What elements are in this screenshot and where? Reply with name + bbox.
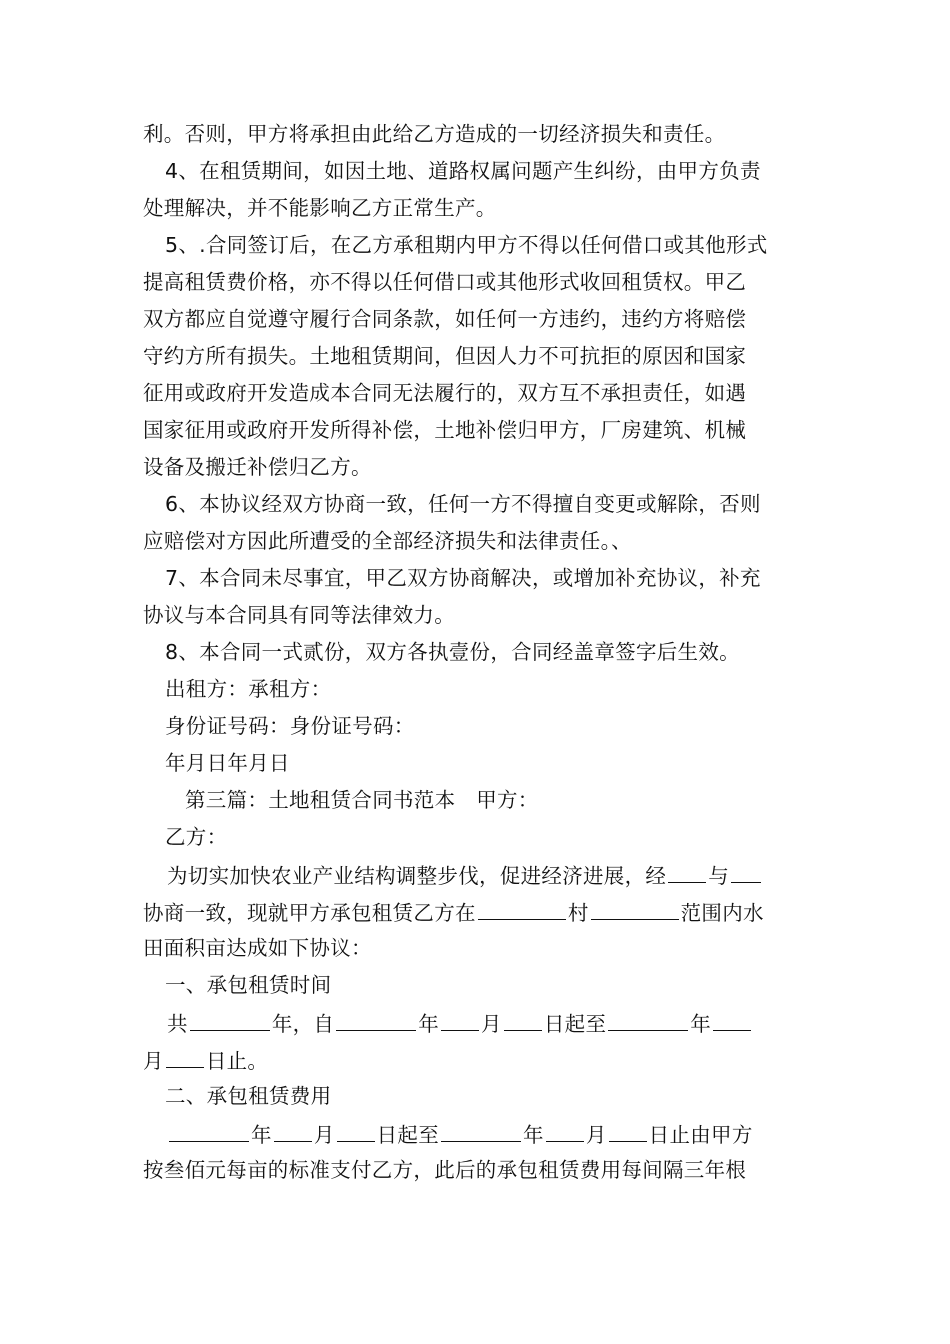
section-title: 第三篇：土地租赁合同书范本 甲方：	[185, 788, 539, 812]
intro-text: 与	[708, 864, 730, 888]
section-text: 日止由甲方	[648, 1123, 753, 1147]
section-2-line-1	[143, 1115, 813, 1152]
clause-7: 7、本合同未尽事宜，甲乙双方协商解决，或增加补充协议，补充	[165, 566, 761, 590]
intro-text: 协商一致，现就甲方承包租赁乙方在	[143, 901, 476, 925]
section-2-heading: 二、承包租赁费用	[165, 1084, 332, 1108]
blank-underline	[731, 856, 761, 883]
section-text: 年	[690, 1012, 712, 1036]
signature-id-numbers: 身份证号码：身份证号码：	[165, 714, 415, 738]
intro-line-1	[143, 856, 813, 893]
section-1-heading: 一、承包租赁时间	[165, 973, 332, 997]
paragraph-line: 双方都应自觉遵守履行合同条款，如任何一方违约，违约方将赔偿	[143, 307, 747, 331]
section-1-line-2	[143, 1041, 813, 1078]
party-b-label: 乙方：	[165, 825, 228, 849]
section-text: 月	[313, 1123, 335, 1147]
paragraph-line: 应赔偿对方因此所遭受的全部经济损失和法律责任。、	[143, 529, 632, 553]
blank-underline	[609, 1115, 647, 1142]
intro-line-2	[143, 893, 813, 930]
paragraph-line: 处理解决，并不能影响乙方正常生产。	[143, 196, 497, 220]
blank-underline	[504, 1004, 542, 1031]
clause-6: 6、本协议经双方协商一致，任何一方不得擅自变更或解除，否则	[165, 492, 761, 516]
clause-4: 4、在租赁期间，如因土地、道路权属问题产生纠纷，由甲方负责	[165, 159, 761, 183]
section-text: 月	[585, 1123, 607, 1147]
blank-underline	[190, 1004, 270, 1031]
clause-5: 5、.合同签订后，在乙方承租期内甲方不得以任何借口或其他形式	[165, 233, 768, 257]
section-text: 年，自	[271, 1012, 335, 1036]
paragraph-line: 利。否则，甲方将承担由此给乙方造成的一切经济损失和责任。	[143, 122, 726, 146]
intro-text: 村	[567, 901, 589, 925]
section-2-line-2: 按叁佰元每亩的标准支付乙方，此后的承包租赁费用每间隔三年根	[143, 1158, 747, 1182]
paragraph-line: 设备及搬迁补偿归乙方。	[143, 455, 372, 479]
blank-underline	[166, 1041, 204, 1068]
blank-underline	[668, 856, 706, 883]
blank-underline	[441, 1115, 521, 1142]
blank-underline	[608, 1004, 688, 1031]
paragraph-line: 征用或政府开发造成本合同无法履行的，双方互不承担责任，如遇	[143, 381, 747, 405]
section-text: 年	[523, 1123, 544, 1147]
section-text: 年	[418, 1012, 440, 1036]
blank-underline	[591, 893, 679, 920]
section-text: 日起至	[376, 1123, 440, 1147]
blank-underline	[546, 1115, 584, 1142]
section-text: 日起至	[543, 1012, 607, 1036]
section-text: 月	[143, 1049, 164, 1073]
section-text: 月	[481, 1012, 502, 1036]
blank-underline	[337, 1115, 375, 1142]
document-body	[143, 116, 813, 1189]
intro-line-3: 田面积亩达成如下协议：	[143, 936, 372, 960]
intro-text: 为切实加快农业产业结构调整步伐，促进经济进展，经	[167, 864, 667, 888]
clause-8: 8、本合同一式贰份，双方各执壹份，合同经盖章签字后生效。	[165, 640, 740, 664]
blank-underline	[274, 1115, 312, 1142]
section-1-line-1	[143, 1004, 813, 1041]
paragraph-line: 提高租赁费价格，亦不得以任何借口或其他形式收回租赁权。甲乙	[143, 270, 747, 294]
signature-dates: 年月日年月日	[165, 751, 290, 775]
paragraph-line: 国家征用或政府开发所得补偿，土地补偿归甲方，厂房建筑、机械	[143, 418, 747, 442]
paragraph-line: 守约方所有损失。土地租赁期间，但因人力不可抗拒的原因和国家	[143, 344, 747, 368]
signature-lessor-lessee: 出租方：承租方：	[165, 677, 332, 701]
blank-underline	[478, 893, 566, 920]
blank-underline	[336, 1004, 416, 1031]
section-text: 日止。	[205, 1049, 269, 1073]
blank-underline	[441, 1004, 479, 1031]
section-text: 年	[251, 1123, 272, 1147]
paragraph-line: 协议与本合同具有同等法律效力。	[143, 603, 455, 627]
blank-underline	[169, 1115, 249, 1142]
blank-underline	[713, 1004, 751, 1031]
section-text: 共	[167, 1012, 188, 1036]
intro-text: 范围内水	[680, 901, 764, 925]
